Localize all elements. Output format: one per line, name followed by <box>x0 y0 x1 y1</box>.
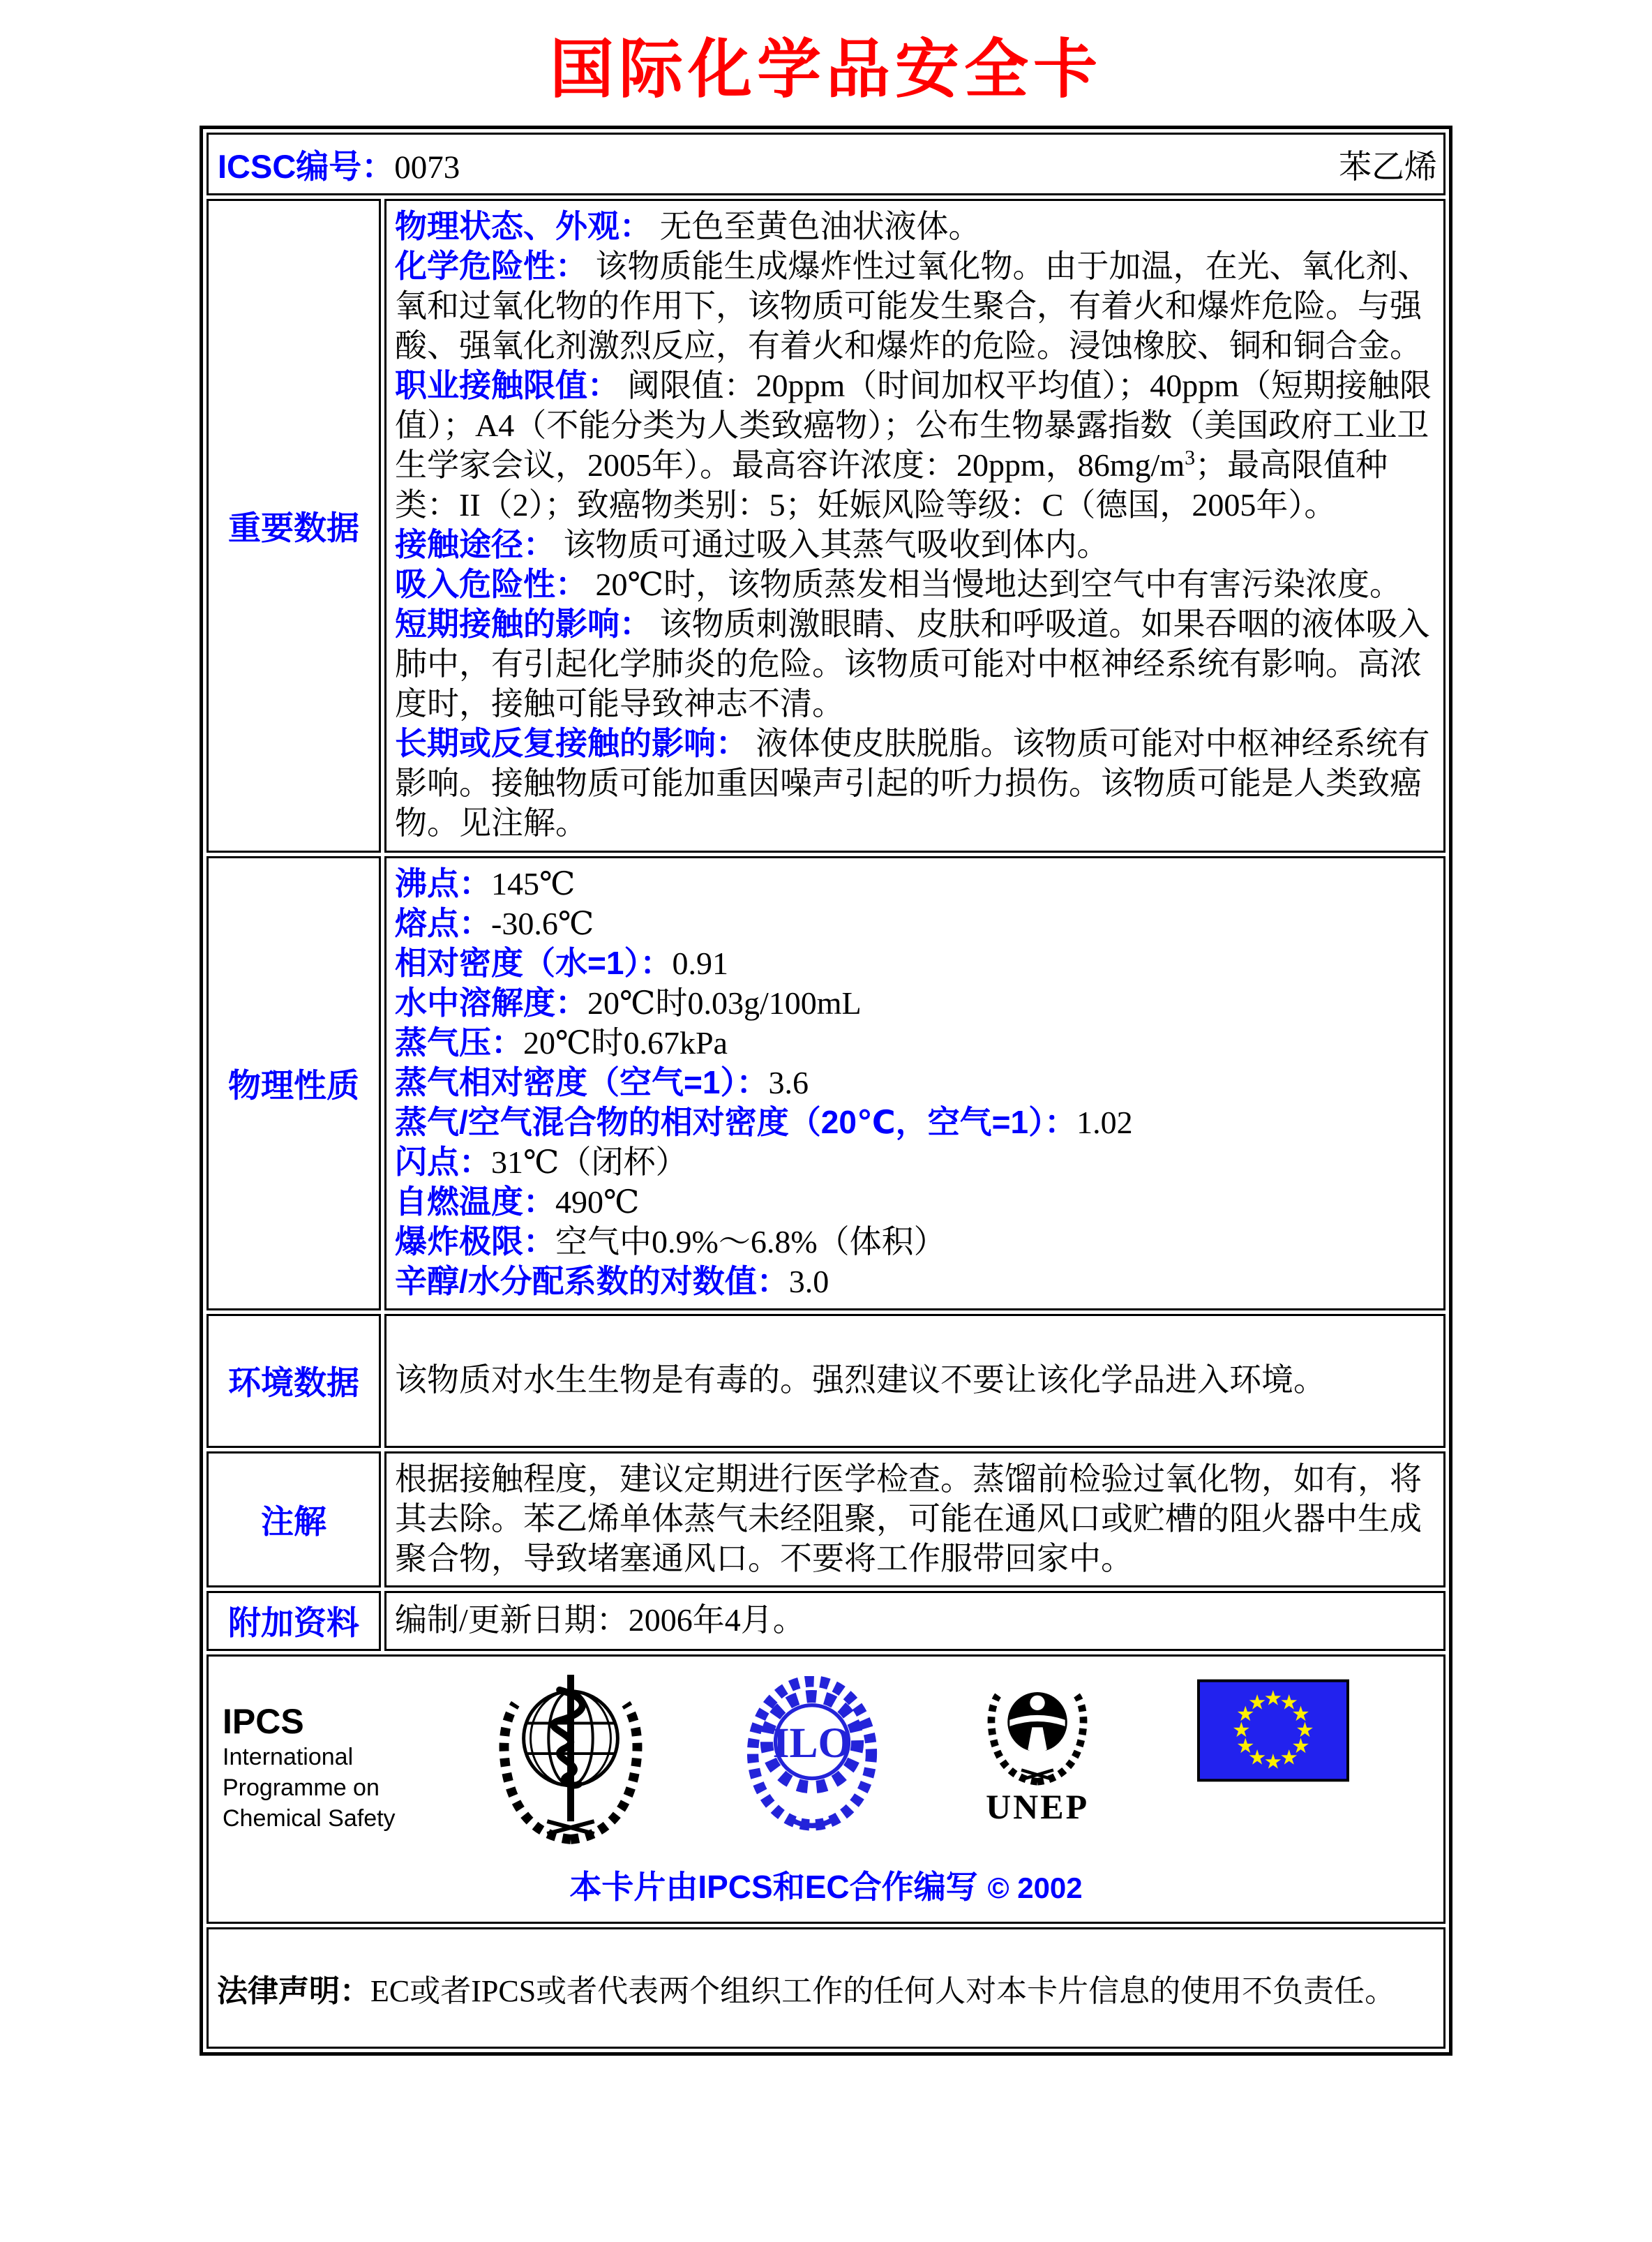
svg-text:★: ★ <box>1247 1747 1267 1770</box>
logos-row <box>206 1654 1446 1924</box>
icsc-card-page <box>0 18 1652 2056</box>
physical-item-boiling-point: 沸点：145℃ <box>395 865 576 902</box>
svg-text:★: ★ <box>1232 1719 1251 1742</box>
svg-text:★: ★ <box>1247 1691 1267 1714</box>
important-item-long-term-effects: 长期或反复接触的影响： 液体使皮肤脱脂。该物质可能对中枢神经系统有影响。接触物质可能加重因噪声引起的听力损伤。该物质可能是人类致癌物。见注解。 <box>395 725 1430 842</box>
legal-notice <box>206 1927 1446 2049</box>
notes-row <box>206 1451 1446 1587</box>
physical-properties-section-label: 物理性质 <box>206 856 381 1310</box>
important-item-short-term-effects: 短期接触的影响： 该物质刺激眼睛、皮肤和呼吸道。如果吞咽的液体吸入肺中，有引起化学肺炎的危险。该物质可能对中枢神经系统有影响。高浓度时，接触可能导致神志不清。 <box>395 606 1430 722</box>
svg-text:★: ★ <box>1279 1691 1299 1714</box>
unep-logo-icon <box>977 1672 1097 1789</box>
header-cell <box>206 133 1446 195</box>
logos-cell <box>206 1654 1446 1924</box>
svg-text:★: ★ <box>1279 1747 1299 1770</box>
icsc-number-group <box>218 141 460 188</box>
physical-item-vapor-density: 蒸气相对密度（空气=1）：3.6 <box>395 1063 809 1100</box>
physical-item-autoignition-temp: 自燃温度：490℃ <box>395 1183 640 1220</box>
icsc-card-table <box>200 126 1452 2056</box>
environment-data-row <box>206 1314 1446 1448</box>
unep-logo <box>977 1672 1097 1827</box>
svg-text:★: ★ <box>1263 1751 1283 1774</box>
notes-section-label: 注解 <box>206 1451 381 1587</box>
chemical-name: 苯乙烯 <box>1339 149 1437 186</box>
environment-content: 该物质对水生生物是有毒的。强烈建议不要让该化学品进入环境。 <box>384 1314 1446 1448</box>
physical-item-flash-point: 闪点：31℃（闭杯） <box>395 1143 688 1180</box>
svg-text:★: ★ <box>1263 1687 1283 1710</box>
physical-properties-row <box>206 856 1446 1310</box>
svg-text:★: ★ <box>1236 1735 1255 1758</box>
physical-properties-content <box>384 856 1446 1310</box>
eu-flag-icon <box>1197 1679 1349 1782</box>
physical-item-relative-density: 相对密度（水=1）：0.91 <box>395 944 728 981</box>
legal-row <box>206 1927 1446 2049</box>
ilo-logo-icon <box>746 1676 878 1835</box>
header-row <box>206 133 1446 195</box>
svg-text:★: ★ <box>1296 1719 1314 1742</box>
physical-item-melting-point: 熔点：-30.6℃ <box>395 904 594 941</box>
svg-text:★: ★ <box>1291 1735 1310 1758</box>
important-item-occupational-limits: 职业接触限值： 阈限值：20ppm（时间加权平均值）；40ppm（短期接触限值）；A4（不能分类为人类致癌物）；公布生物暴露指数（美国政府工业卫生学家会议，2005年）。最高容许浓度：20ppm，$86mg/m^3$；最高限值种类：II（2）；致癌物类别：5；妊娠风险等级：C（德国，2005年）。 <box>395 367 1432 523</box>
icsc-number-value: 0073 <box>394 149 460 186</box>
environment-section-label: 环境数据 <box>206 1314 381 1448</box>
important-item-exposure-routes: 接触途径： 该物质可通过吸入其蒸气吸收到体内。 <box>395 526 1109 563</box>
unep-label: UNEP <box>986 1786 1090 1826</box>
additional-info-section-label: 附加资料 <box>206 1591 381 1651</box>
important-item-inhalation-risk: 吸入危险性： 20℃时，该物质蒸发相当慢地达到空气中有害污染浓度。 <box>395 566 1402 603</box>
ipcs-logo-text: IPCS International Programme on Chemical Safety <box>223 1701 396 1832</box>
physical-item-vapor-air-mixture-density: 蒸气/空气混合物的相对密度（20℃，空气=1）：1.02 <box>395 1103 1133 1140</box>
copyright-year: © 2002 <box>987 1871 1083 1904</box>
important-item-physical-state: 物理状态、外观： 无色至黄色油状液体。 <box>395 208 981 244</box>
physical-item-octanol-water-coefficient: 辛醇/水分配系数的对数值：3.0 <box>395 1262 829 1299</box>
physical-item-explosive-limits: 爆炸极限：空气中0.9%～6.8%（体积） <box>395 1223 946 1260</box>
additional-info-content: 编制/更新日期：2006年4月。 <box>384 1591 1446 1651</box>
important-data-section-label: 重要数据 <box>206 199 381 853</box>
svg-text:ILO: ILO <box>772 1719 852 1767</box>
cooperation-caption: 本卡片由IPCS和EC合作编写 © 2002 <box>569 1868 1083 1905</box>
notes-content: 根据接触程度，建议定期进行医学检查。蒸馏前检验过氧化物，如有，将其去除。苯乙烯单体蒸气未经阻聚，可能在通风口或贮槽的阻火器中生成聚合物，导致堵塞通风口。不要将工作服带回家中。 <box>384 1451 1446 1587</box>
physical-item-vapor-pressure: 蒸气压：20℃时0.67kPa <box>395 1024 728 1061</box>
important-item-chemical-danger: 化学危险性： 该物质能生成爆炸性过氧化物。由于加温，在光、氧化剂、氧和过氧化物的作用下，该物质可能发生聚合，有着火和爆炸危险。与强酸、强氧化剂激烈反应，有着火和爆炸的危险。浸蚀橡胶、铜和铜合金。 <box>395 248 1430 364</box>
who-logo-icon <box>495 1671 647 1848</box>
important-data-row <box>206 199 1446 853</box>
svg-text:★: ★ <box>1236 1703 1255 1726</box>
ipcs-name: IPCS <box>223 1701 304 1741</box>
physical-item-water-solubility: 水中溶解度：20℃时0.03g/100mL <box>395 984 862 1021</box>
svg-text:★: ★ <box>1291 1703 1310 1726</box>
page-title: 国际化学品安全卡 <box>549 34 1102 105</box>
additional-info-row <box>206 1591 1446 1651</box>
icsc-number-label: ICSC编号： <box>218 147 395 185</box>
important-data-content <box>384 199 1446 853</box>
legal-notice-label: 法律声明： <box>217 1973 370 2008</box>
legal-notice-text: EC或者IPCS或者代表两个组织工作的任何人对本卡片信息的使用不负责任。 <box>370 1973 1396 2008</box>
